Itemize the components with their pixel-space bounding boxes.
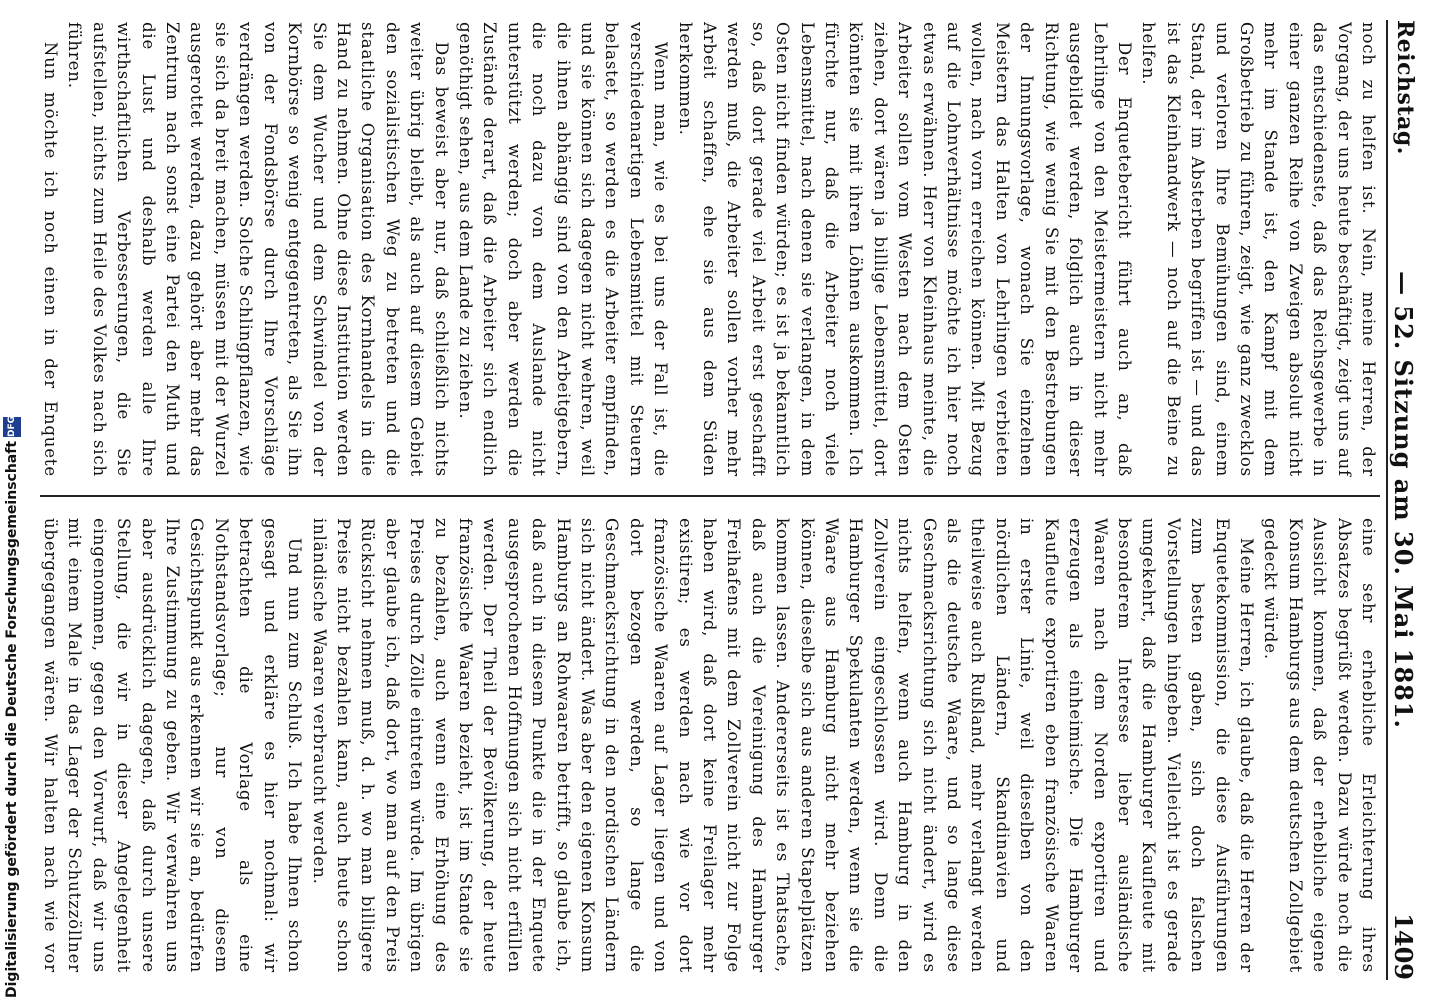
paragraph: Der Enquetebericht führt auch an, daß Lehrlinge von den Meistermeistern nicht mehr ausgebildet werden, folglich auch in dieser Richtung, wie wenig Sie mit den Bestrebungen der Innungsvorlage, wonach Sie einzelnen Meistern das Halten von Lehrlingen verbieten wollen, nach vorn erreichen können. Mit Bezug auf die Lohnverhältnisse möchte ich hier noch etwas erwähnen. Herr von Kleinhaus meinte, die Arbeiter sollen vom Westen nach dem Osten ziehen, dort wären ja billige Lebensmittel, dort könnten sie mit ihren Löhnen auskommen. Ich fürchte nur, daß die Arbeiter noch viele Lebensmittel, nach denen sie verlangen, in dem Osten nicht finden würden; es ist ja bekanntlich so, daß dort gerade viel Arbeit erst geschafft werden muß, die Arbeiter sollen vorher mehr Arbeit schaffen, ehe sie aus dem Süden herkommen. <box>675 22 1134 477</box>
paragraph: Und nun zum Schluß. Ich habe Ihnen schon gesagt und erkläre es hier nochmal: wir betrachten die Vorlage als eine Nothstandsvorlage; nur von diesem Gesichtspunkt aus erkennen wir sie an, bedürfen Ihre Zustimmung zu geben. Wir verwahren uns aber ausdrücklich dagegen, daß durch unsere Stellung, die wir in dieser Angelegenheit eingenommen, gegen den Vorwurf, daß wir uns mit einem Male in das Lager der Schutzzöllner übergegangen wären. Wir halten nach wie vor <box>41 518 305 973</box>
paragraph: Nun möchte ich noch einen in der Enquete <box>41 41 61 477</box>
dfg-logo: DFG <box>3 417 21 437</box>
page-header <box>1378 20 1418 980</box>
header-session-date: — 52. Sitzung am 30. Mai 1881. <box>1389 271 1418 729</box>
paragraph: Das beweist aber nur, daß schließlich nichts weiter übrig bleibt, als auch auf diesem Gebiet den sozialistischen Weg zu betreten und die staatliche Organisation des Kornhandels in die Hand zu nehmen. Ohne diese Institution werden Sie dem Wucher und dem Schwindel von der Kornbörse so wenig entgegentreten, als Sie ihn von der Fondsbörse durch Ihre Vorschläge verdrängen werden. Solche Schlingpflanzen, wie sie sich da breit machen, müssen mit der Wurzel ausgerottet werden, dazu gehört aber mehr das Zentrum nach sonst eine Partei den Muth und die Lust und deshalb werden alle Ihre wirthschaftlichen Verbesserungen, die Sie aufstellen, nichts zum Heile des Volkes nach sich führen. <box>65 22 451 477</box>
digitization-footer <box>0 415 24 998</box>
header-page-number: 1409 <box>1389 913 1418 980</box>
column-divider <box>40 495 1380 497</box>
text-column-right <box>35 518 1380 973</box>
paragraph: eine sehr erhebliche Erleichterung ihres Absatzes begrüßt werden. Dazu würde noch die Aussicht kommen, daß der erhebliche eigene Konsum Hamburgs aus dem deutschen Zollgebiet gedeckt würde. <box>1261 518 1378 973</box>
paragraph: Wenn man, wie es bei uns der Fall ist, die verschiedenartigen Lebensmittel mit Steuern belastet, so werden es die Arbeiter empfinden, und sie können sich dagegen nicht wehren, weil die ihnen abhängig sind von den Arbeitgebern, die noch dazu von dem Auslande nicht unterstützt werden; doch aber werden die Zustände derart, daß die Arbeiter sich endlich genöthigt sehen, aus dem Lande zu ziehen. <box>455 22 671 477</box>
text-column-left <box>35 22 1380 477</box>
header-rule <box>1386 20 1388 980</box>
header-section-title: Reichstag. <box>1392 20 1418 155</box>
paragraph: Meine Herren, ich glaube, daß die Herren der Enquetekommission, die diese Ausführungen zum besten gaben, sich doch falschen Vorstellungen hingeben. Vielleicht ist es gerade umgekehrt, daß die Hamburger Kaufleute mit besonderem Interesse lieber ausländische Waaren nach dem Norden exportiren und erzeugen als einheimische. Die Hamburger Kaufleute exportiren eben französische Waaren in erster Linie, weil dieselben von den nördlichen Ländern, Skandinavien und theilweise auch Rußland, mehr verlangt werden als die deutsche Waare, und so lange diese Geschmacksrichtung sich nicht ändert, wird es nichts helfen, wenn auch Hamburg in den Zollverein eingeschlossen wird. Denn die Hamburger Spekulanten werden, wenn sie die Waare aus Hamburg nicht mehr beziehen können, dieselbe sich aus anderen Stapelplätzen kommen lassen. Andererseits ist es Thatsache, daß auch die Vereinigung des Hamburger Freihafens mit dem Zollverein nicht zur Folge haben wird, daß dort keine Freilager mehr existiren; es werden nach wie vor dort französische Waaren auf Lager liegen und von dort bezogen werden, so lange die Geschmacksrichtung in den nordischen Ländern sich nicht ändert. Was aber den eigenen Konsum Hamburgs an Rohwaaren betrifft, so glaube ich, daß auch in diesem Punkte die in der Enquete ausgesprochenen Hoffnungen sich nicht erfüllen werden. Der Theil der Bevölkerung, der heute französische Waaren bezieht, ist im Stande sie zu bezahlen, auch wenn eine Erhöhung des Preises durch Zölle eintreten würde. Im übrigen aber glaube ich, daß dort, wo man auf den Preis Rücksicht nehmen muß, d. h. wo man billigere Preise nicht bezahlen kann, auch heute schon inländische Waaren verbraucht werden. <box>309 518 1256 973</box>
paragraph: noch zu helfen ist. Nein, meine Herren, der Vorgang, der uns heute beschäftigt, zeigt uns auf das entschiedenste, daß das Reichsgewerbe in einer ganzen Reihe von Zweigen absolut nicht mehr im Stande ist, den Kampf mit dem Großbetrieb zu führen, zeigt, wie ganz zwecklos und verloren Ihre Bemühungen sind, einem Stand, der im Absterben begriffen ist — und das ist das Kleinhandwerk — noch auf die Beine zu helfen. <box>1139 22 1378 477</box>
digitization-credit: Digitalisierung gefördert durch die Deutsche Forschungsgemeinschaft <box>4 440 20 998</box>
